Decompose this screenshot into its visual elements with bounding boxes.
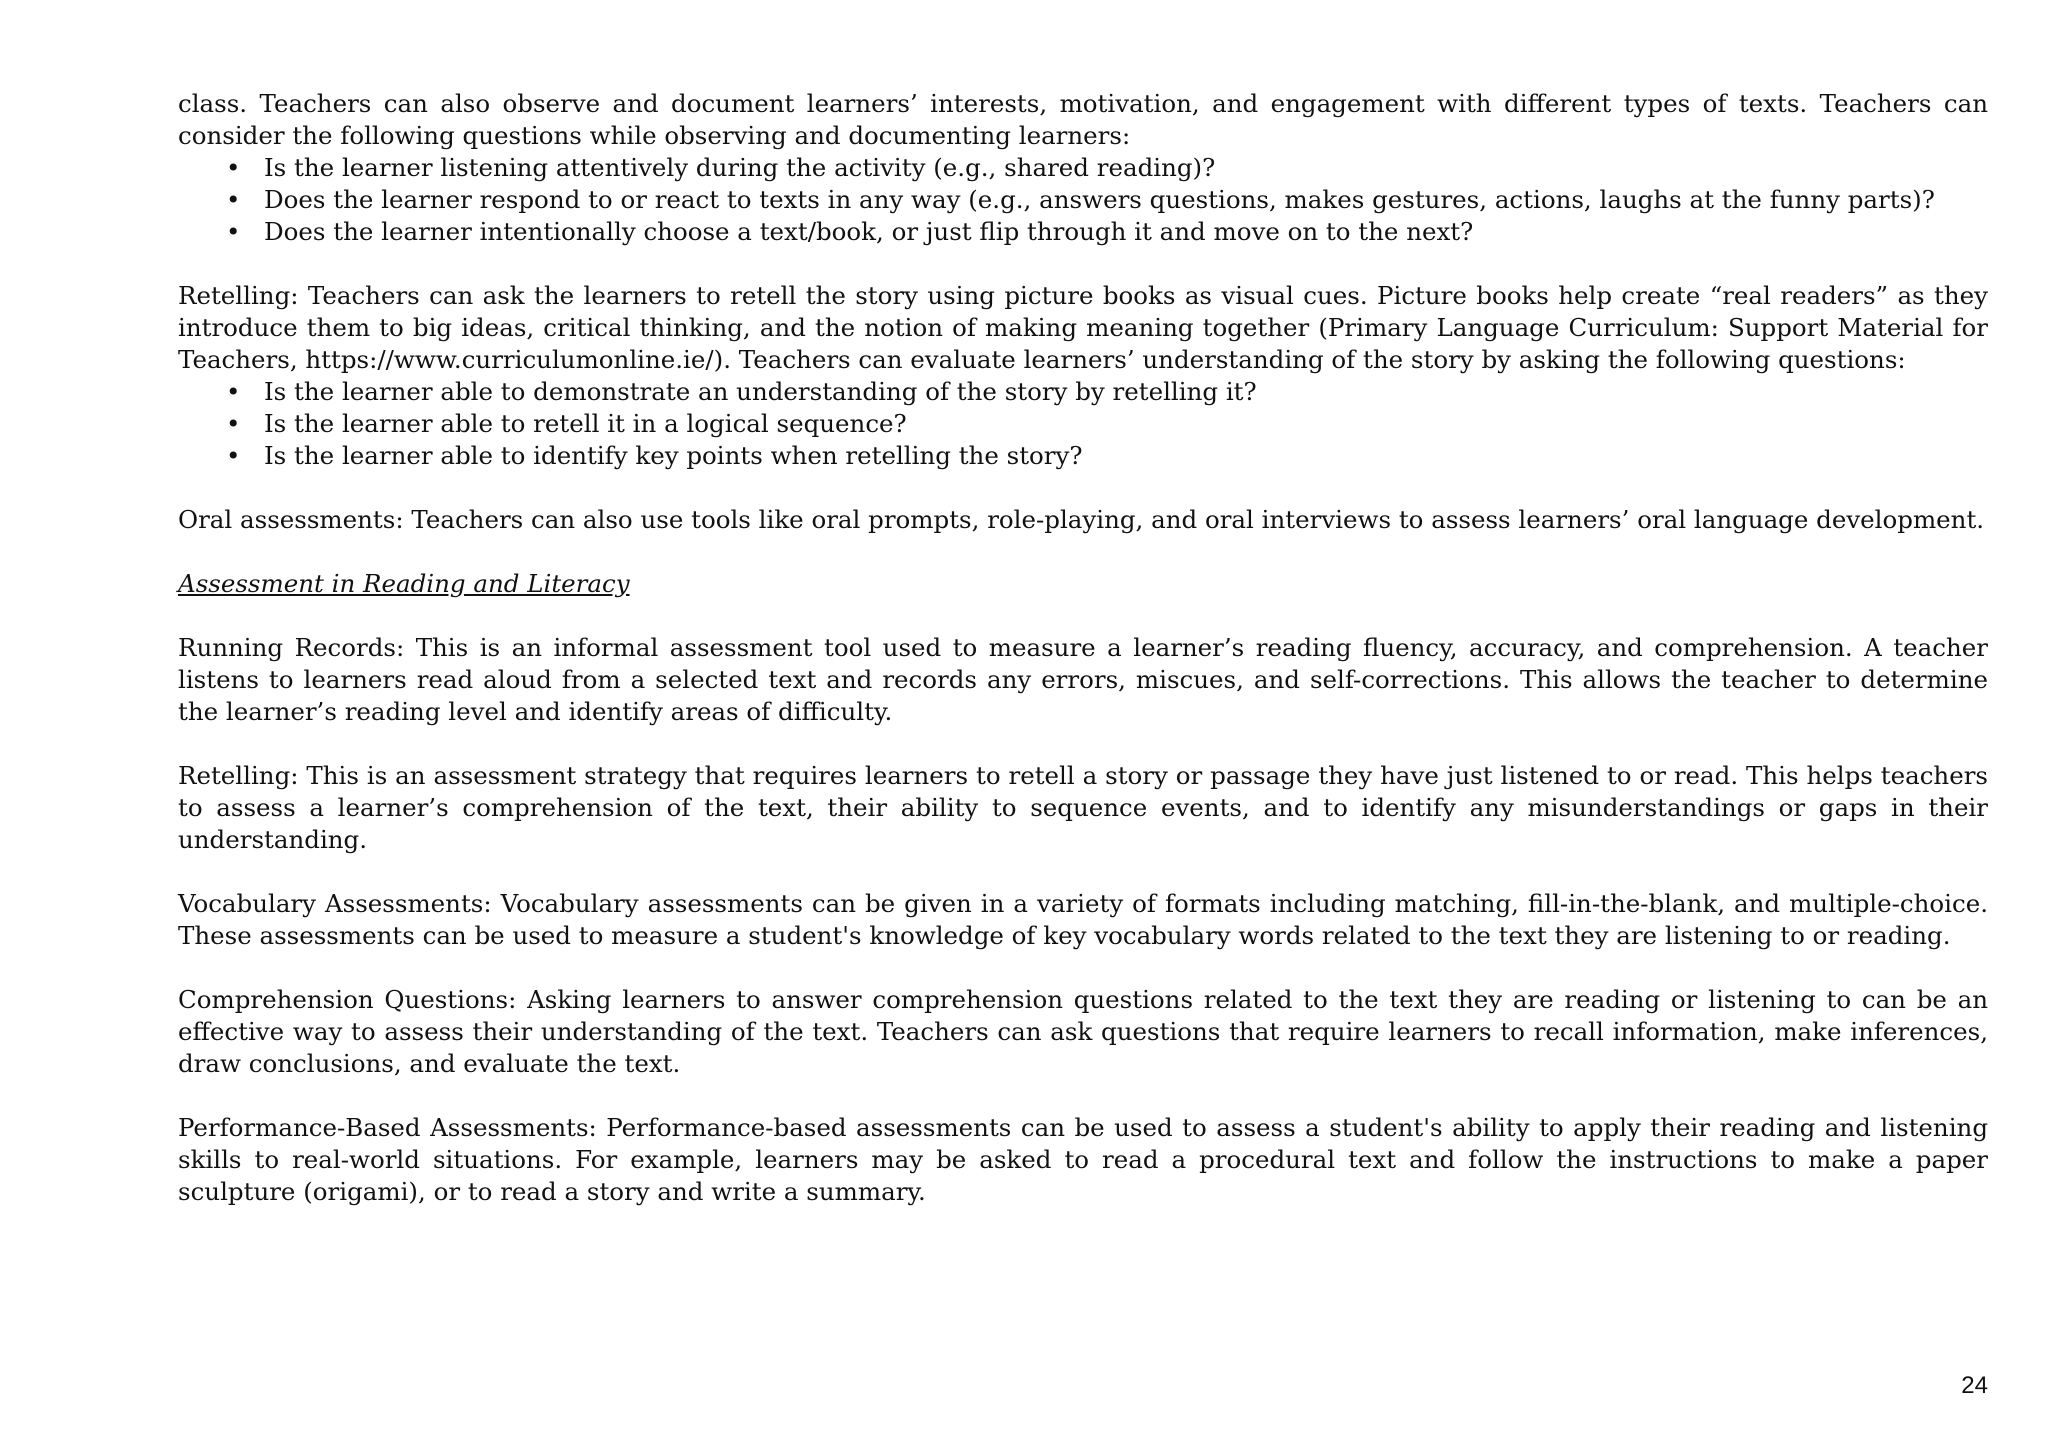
document-page [178,88,1988,1208]
performance-paragraph: Performance-Based Assessments: Performance-based assessments can be used to assess a student's ability to apply their reading and listening skills to real-world situations. For example, learners may be asked to read a procedural text and follow the instructions to make a paper sculpture (origami), or to read a story and write a summary. [178,1113,1988,1206]
paragraph-spacer [178,856,1988,888]
comprehension-paragraph: Comprehension Questions: Asking learners to answer comprehension questions related to the text they are reading or listening to can be an effective way to assess their understanding of the text. Teachers can ask questions that require learners to recall information, make inferences, draw conclusions, and evaluate the text. [178,985,1988,1078]
paragraph-spacer [178,728,1988,760]
list-item: • Is the learner able to retell it in a logical sequence? [178,408,1988,440]
retelling-questions-list [178,376,1988,472]
running-records-paragraph: Running Records: This is an informal assessment tool used to measure a learner’s reading fluency, accuracy, and comprehension. A teacher listens to learners read aloud from a selected text and records any errors, miscues, and self-corrections. This allows the teacher to determine the learner’s reading level and identify areas of difficulty. [178,633,1988,726]
retelling-reading-paragraph: Retelling: This is an assessment strategy that requires learners to retell a story or passage they have just listened to or read. This helps teachers to assess a learner’s comprehension of the text, their ability to sequence events, and to identify any misunderstandings or gaps in their understanding. [178,761,1988,854]
paragraph-spacer [178,600,1988,632]
list-item: • Is the learner able to identify key points when retelling the story? [178,440,1988,472]
paragraph-spacer [178,1080,1988,1112]
list-item: • Does the learner respond to or react to texts in any way (e.g., answers questions, makes gestures, actions, laughs at the funny parts)? [178,184,1988,216]
list-item: • Does the learner intentionally choose a text/book, or just flip through it and move on to the next? [178,216,1988,248]
paragraph-spacer [178,248,1988,280]
paragraph-spacer [178,952,1988,984]
vocabulary-paragraph: Vocabulary Assessments: Vocabulary assessments can be given in a variety of formats including matching, fill-in-the-blank, and multiple-choice. These assessments can be used to measure a student's knowledge of key vocabulary words related to the text they are listening to or reading. [178,889,1988,950]
list-item: • Is the learner listening attentively during the activity (e.g., shared reading)? [178,152,1988,184]
list-item: • Is the learner able to demonstrate an understanding of the story by retelling it? [178,376,1988,408]
retelling-oral-paragraph: Retelling: Teachers can ask the learners to retell the story using picture books as visual cues. Picture books help create “real readers” as they introduce them to big ideas, critical thinking, and the notion of making meaning together (Primary Language Curriculum: Support Material for Teachers, https://www.curriculumonline.ie/). Teachers can evaluate learners’ understanding of the story by asking the following questions: [178,281,1988,374]
page-number: 24 [1961,1372,1988,1399]
intro-paragraph: class. Teachers can also observe and document learners’ interests, motivation, and engagement with different types of texts. Teachers can consider the following questions while observing and documenting learners: [178,89,1988,150]
paragraph-spacer [178,472,1988,504]
paragraph-spacer [178,536,1988,568]
section-heading: Assessment in Reading and Literacy [178,569,630,598]
oral-assessments-paragraph: Oral assessments: Teachers can also use tools like oral prompts, role-playing, and oral interviews to assess learners’ oral language development. [178,505,1985,534]
observation-questions-list [178,152,1988,248]
